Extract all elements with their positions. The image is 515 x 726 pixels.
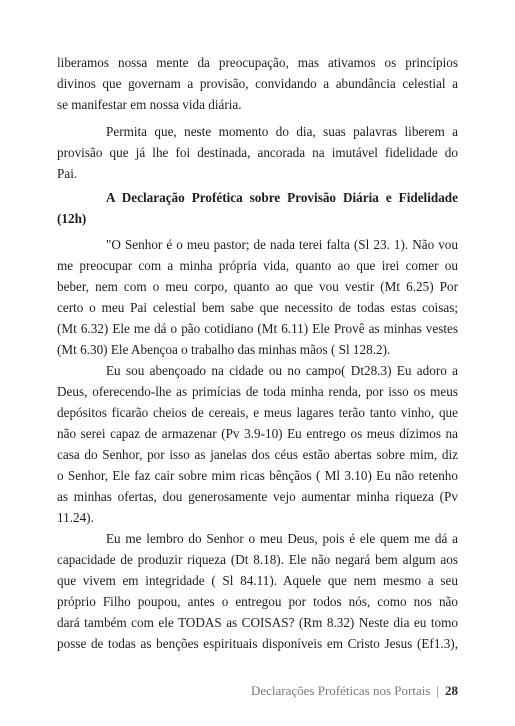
text-line: posse de todas as benções espirituais disponíveis em Cristo Jesus (Ef1.3), <box>57 636 458 651</box>
text-line: provisão que já lhe foi destinada, ancorada na imutável fidelidade do <box>57 145 458 160</box>
page-number: 28 <box>445 683 458 698</box>
text-line: Permita que, neste momento do dia, suas palavras liberem a <box>106 124 458 139</box>
text-line: liberamos nossa mente da preocupação, mas ativamos os princípios <box>57 55 458 70</box>
text-line: "O Senhor é o meu pastor; de nada terei falta (Sl 23. 1). Não vou <box>106 237 458 252</box>
text-line: Eu sou abençoado na cidade ou no campo( Dt28.3) Eu adoro a <box>106 363 458 378</box>
book-title: Declarações Proféticas nos Portais <box>250 683 431 698</box>
text-line: que vivem em integridade ( Sl 84.11). Aquele que nem mesmo a seu <box>57 573 458 588</box>
text-line: casa do Senhor, por isso as janelas dos céus estão abertas sobre mim, diz <box>57 447 458 462</box>
text-line: (Mt 6.30) Ele Abençoa o trabalho das minhas mãos ( Sl 128.2). <box>57 342 391 357</box>
text-line: beber, nem com o meu corpo, quanto ao que vou vestir (Mt 6.25) Por <box>57 279 458 294</box>
text-line: Eu me lembro do Senhor o meu Deus, pois é ele quem me dá a <box>106 531 458 546</box>
text-line: Deus, oferecendo-lhe as primícias de toda minha renda, por isso os meus <box>57 384 458 399</box>
text-line: capacidade de produzir riqueza (Dt 8.18). Ele não negará bem algum aos <box>57 552 458 567</box>
paragraph-blessing <box>57 360 458 528</box>
paragraph-declaration <box>57 234 458 360</box>
paragraph-intro <box>57 121 458 184</box>
text-line: certo o meu Pai celestial bem sabe que necessito de todas estas coisas; <box>57 300 458 315</box>
text-line: me preocupar com a minha própria vida, quanto ao que irei comer ou <box>57 258 458 273</box>
paragraph-remembrance <box>57 528 458 654</box>
text-line: (Mt 6.32) Ele me dá o pão cotidiano (Mt 6.11) Ele Provê as minhas vestes <box>57 321 458 336</box>
text-line: as minhas ofertas, dou generosamente vejo aumentar minha riqueza (Pv <box>57 489 458 504</box>
text-line: dará também com ele TODAS as COISAS? (Rm 8.32) Neste dia eu tomo <box>57 615 458 630</box>
text-line: se manifestar em nossa vida diária. <box>57 97 242 112</box>
footer-separator: | <box>436 683 439 698</box>
section-heading <box>57 187 458 229</box>
text-line: o Senhor, Ele faz cair sobre mim ricas bênçãos ( Ml 3.10) Eu não retenho <box>57 468 458 483</box>
page-footer <box>251 683 458 699</box>
paragraph-continuation <box>57 52 458 115</box>
text-line: Pai. <box>57 166 78 181</box>
heading-line: A Declaração Profética sobre Provisão Diária e Fidelidade <box>106 190 458 205</box>
text-line: 11.24). <box>57 510 94 525</box>
text-line: depósitos ficarão cheios de cereais, e meus lagares terão tanto vinho, que <box>57 405 458 420</box>
text-line: divinos que governam a provisão, convidando a abundância celestial a <box>57 76 458 91</box>
text-line: não serei capaz de armazenar (Pv 3.9-10) Eu entrego os meus dízimos na <box>57 426 458 441</box>
text-line: próprio Filho poupou, antes o entregou por todos nós, como nos não <box>57 594 458 609</box>
heading-line: (12h) <box>57 211 87 226</box>
